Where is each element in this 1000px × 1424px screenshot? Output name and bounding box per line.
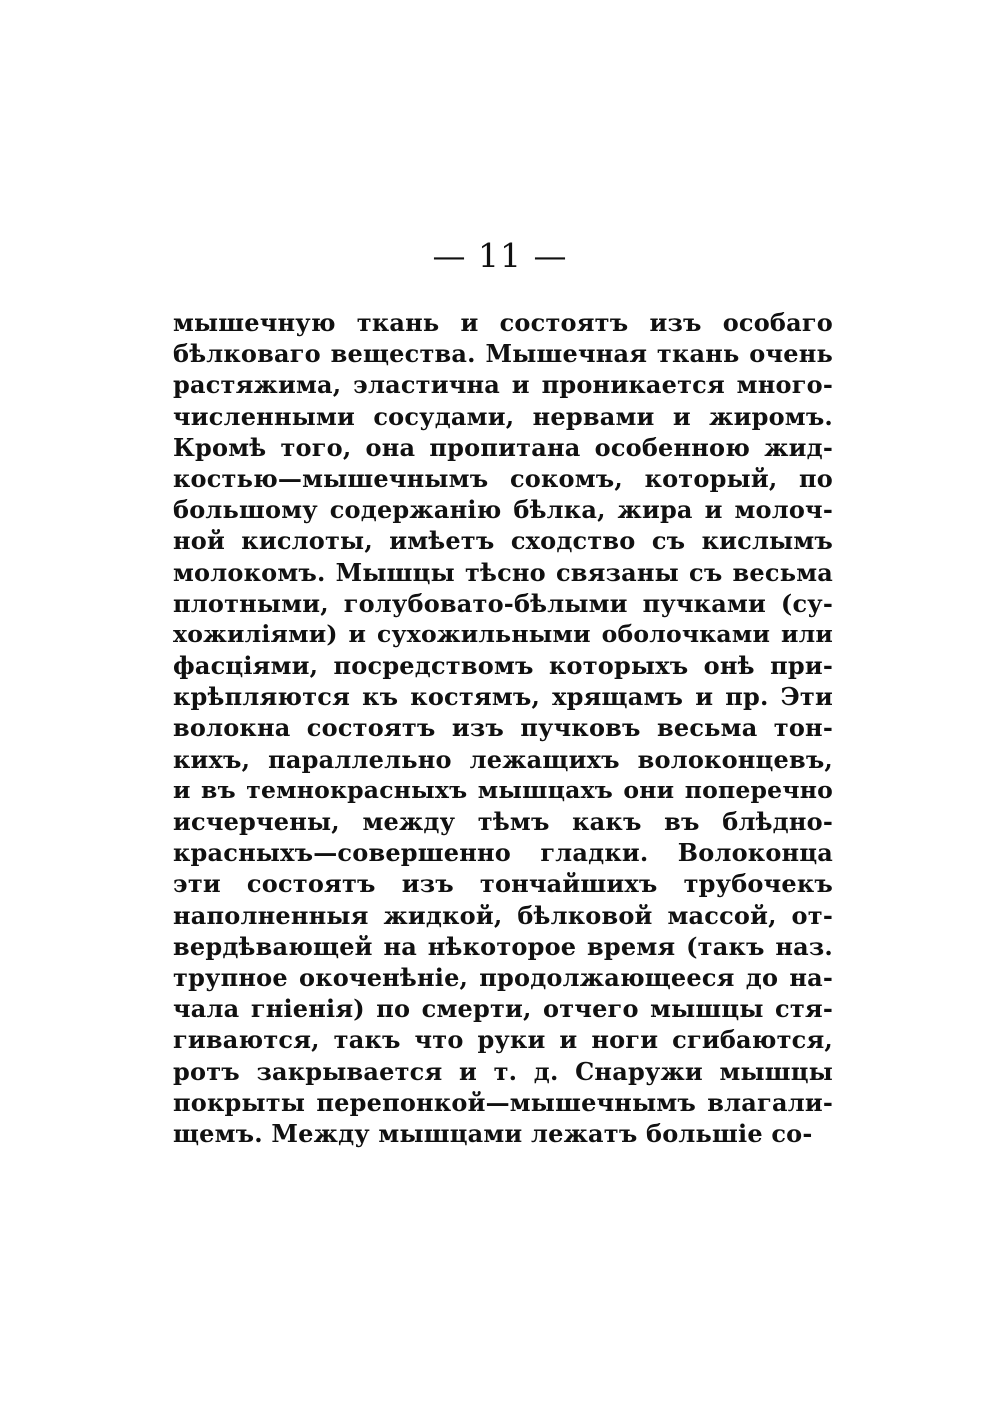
text-line: кихъ, параллельно лежащихъ волоконцевъ, [173, 744, 833, 774]
text-line: волокна состоятъ изъ пучковъ весьма тон- [173, 713, 833, 743]
text-line: и въ темнокрасныхъ мышцахъ они поперечно [173, 775, 833, 804]
text-line: бѣлковаго вещества. Мышечная ткань очень [173, 339, 833, 369]
text-line: трупное окоченѣніе, продолжающееся до на- [173, 962, 833, 992]
text-line: красныхъ—совершенно гладки. Волоконца [173, 838, 833, 868]
text-line: мышечную ткань и состоятъ изъ особаго [173, 308, 833, 337]
text-line: вердѣвающей на нѣкоторое время (такъ наз. [173, 931, 833, 961]
text-line: хожиліями) и сухожильными оболочками или [173, 619, 833, 648]
text-line: молокомъ. Мышцы тѣсно связаны съ весьма [173, 557, 833, 587]
body-text [173, 307, 833, 1149]
text-line: щемъ. Между мышцами лежатъ большіе со- [173, 1118, 813, 1148]
text-line: гиваются, такъ что руки и ноги сгибаются, [173, 1025, 833, 1055]
text-line: плотными, голубовато-бѣлыми пучками (су- [173, 588, 833, 618]
text-line: растяжима, эластична и проникается много- [173, 370, 833, 400]
text-line: фасціями, посредствомъ которыхъ онѣ при- [173, 651, 833, 681]
text-line: Кромѣ того, она пропитана особенною жид- [173, 432, 833, 462]
text-line: эти состоятъ изъ тончайшихъ трубочекъ [173, 869, 833, 899]
text-line: ротъ закрывается и т. д. Снаружи мышцы [173, 1056, 833, 1086]
text-line: костью—мышечнымъ сокомъ, который, по [173, 463, 833, 493]
text-line: чала гніенія) по смерти, отчего мышцы стя- [173, 994, 833, 1024]
text-line: исчерчены, между тѣмъ какъ въ блѣдно- [173, 807, 833, 836]
page-number: — 11 — [432, 236, 568, 275]
text-line: ной кислоты, имѣетъ сходство съ кислымъ [173, 526, 833, 556]
text-line: наполненныя жидкой, бѣлковой массой, от- [173, 900, 833, 930]
text-line: численными сосудами, нервами и жиромъ. [173, 401, 833, 431]
text-line: большому содержанію бѣлка, жира и молоч- [173, 495, 833, 525]
text-line: покрыты перепонкой—мышечнымъ влагали- [173, 1087, 833, 1117]
text-line: крѣпляются къ костямъ, хрящамъ и пр. Эти [173, 682, 833, 712]
